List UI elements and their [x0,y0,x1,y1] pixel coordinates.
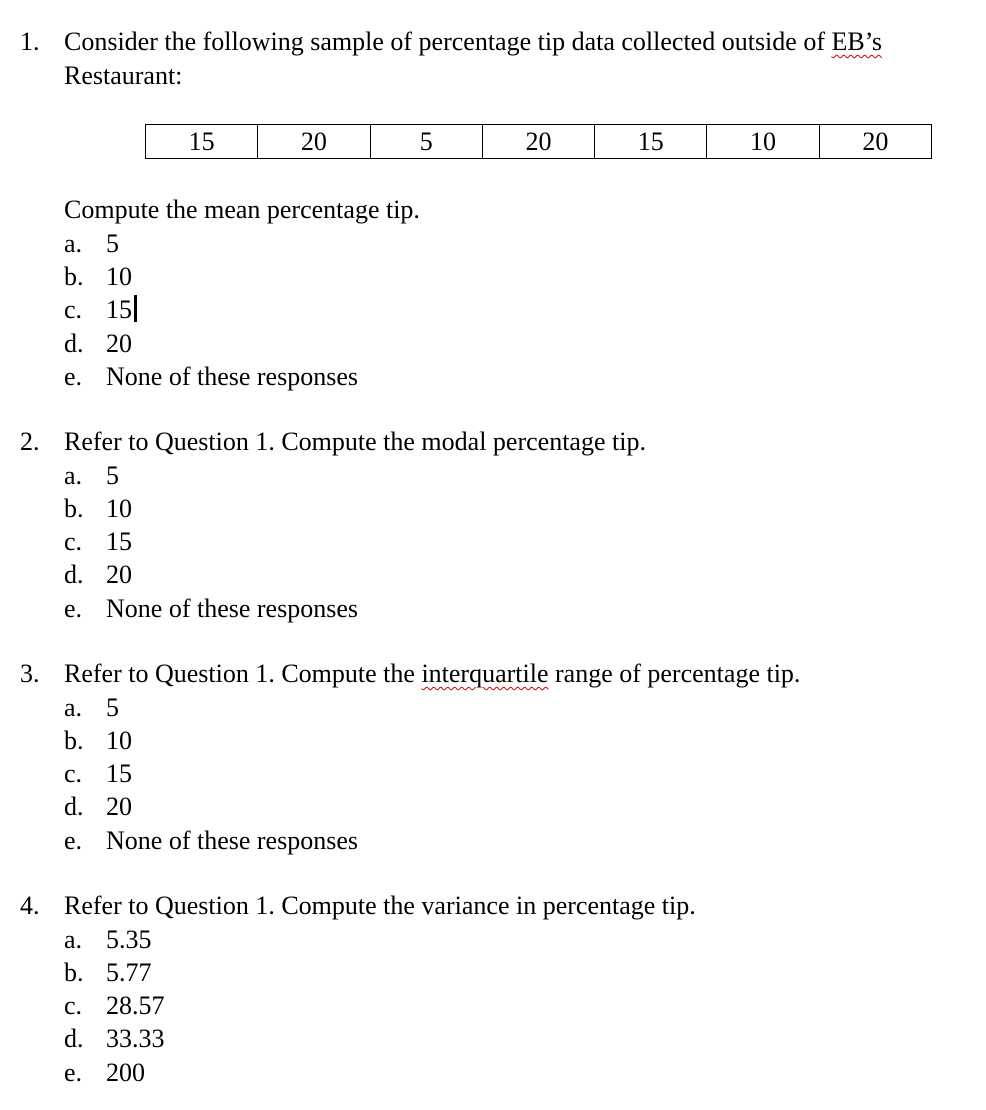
option-text: 10 [106,494,132,523]
option-letter: b. [64,262,84,291]
option-letter: a. [64,461,83,490]
option-text: 15 [106,759,132,788]
option-text: 10 [106,726,132,755]
text-cursor [134,295,137,322]
spelling-flag-interquartile[interactable]: interquartile [421,659,549,688]
option-text: 20 [106,560,132,589]
option-text: 20 [106,792,132,821]
table-cell: 10 [707,125,819,159]
table-cell: 20 [482,125,594,159]
question-1-text-continued: Restaurant: [64,61,183,90]
option-text: 5.35 [106,925,152,954]
spelling-flag-ebs[interactable]: EB’s [831,27,883,56]
option-letter: a. [64,693,83,722]
option-text: 33.33 [106,1024,165,1053]
option-text-with-cursor[interactable] [106,295,137,325]
option-letter: b. [64,726,84,755]
option-text: 15 [106,527,132,556]
option-letter: a. [64,229,83,258]
question-3-text [64,659,800,689]
question-3-text-start: Refer to Question 1. Compute the [64,659,422,688]
option-letter: e. [64,1058,83,1087]
question-4-text: Refer to Question 1. Compute the variance in percentage tip. [64,891,696,920]
option-letter: c. [64,759,83,788]
option-letter: c. [64,991,83,1020]
tip-data-table [145,124,932,159]
question-1-text [64,27,882,57]
option-letter: e. [64,594,83,623]
option-text: 5.77 [106,958,152,987]
option-letter: e. [64,362,83,391]
question-1-number: 1. [20,27,40,56]
question-2-text: Refer to Question 1. Compute the modal percentage tip. [64,427,646,456]
option-text: 20 [106,329,132,358]
table-cell: 20 [819,125,931,159]
option-text: None of these responses [106,362,358,391]
option-text: 5 [106,693,119,722]
option-text: 10 [106,262,132,291]
question-4-number: 4. [20,891,40,920]
table-cell: 20 [258,125,370,159]
option-letter: d. [64,792,84,821]
table-cell: 15 [595,125,707,159]
option-letter: c. [64,295,83,324]
table-cell: 15 [146,125,258,159]
option-letter: b. [64,958,84,987]
table-cell: 5 [370,125,482,159]
option-letter: a. [64,925,83,954]
table-row [146,125,932,159]
option-letter: d. [64,1024,84,1053]
question-1-text-main: Consider the following sample of percentage tip data collected outside of [64,27,832,56]
option-text: None of these responses [106,826,358,855]
question-3-number: 3. [20,659,40,688]
option-text: 5 [106,229,119,258]
option-letter: d. [64,329,84,358]
option-text: 5 [106,461,119,490]
option-text: 28.57 [106,991,165,1020]
question-1-prompt: Compute the mean percentage tip. [64,195,420,224]
option-letter: c. [64,527,83,556]
option-letter: b. [64,494,84,523]
question-2-number: 2. [20,427,40,456]
option-text: 200 [106,1058,145,1087]
option-letter: e. [64,826,83,855]
option-text: 15 [106,295,132,324]
option-text: None of these responses [106,594,358,623]
question-3-text-end: range of percentage tip. [548,659,801,688]
option-letter: d. [64,560,84,589]
